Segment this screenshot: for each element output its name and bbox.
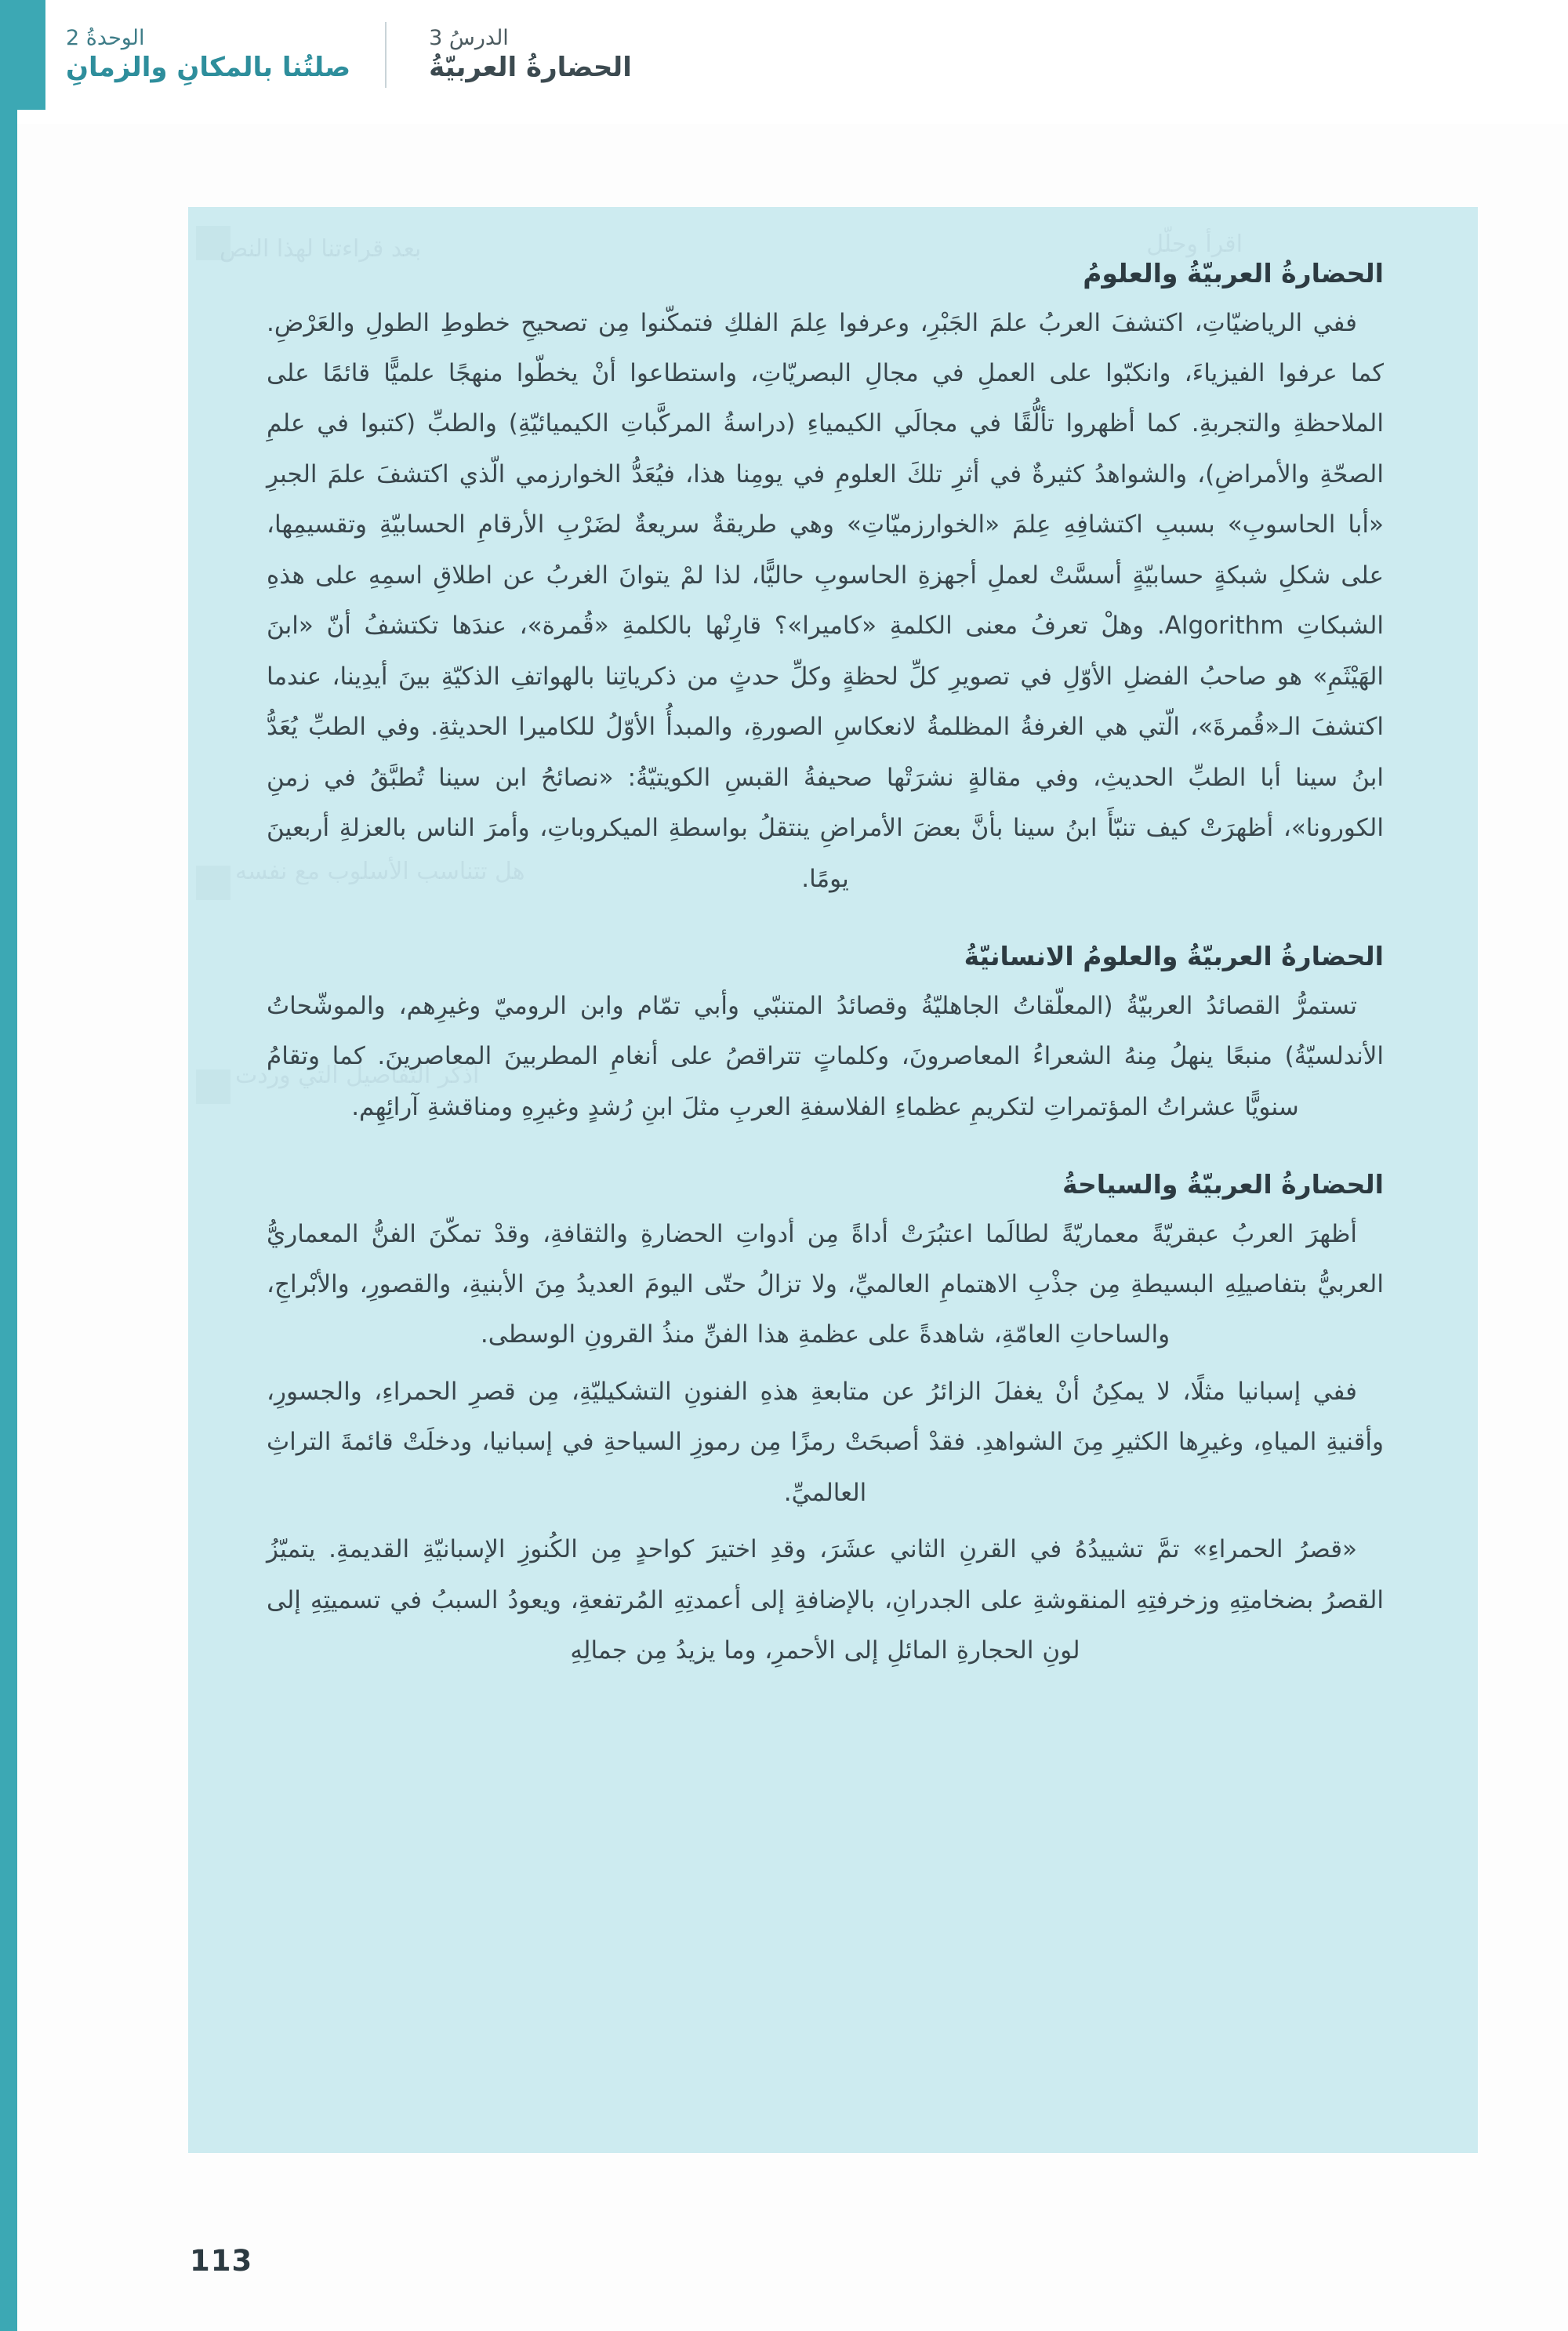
section-heading-sciences: الحضارةُ العربيّةُ والعلومُ — [1083, 258, 1384, 289]
section-paragraph: أظهرَ العربُ عبقريّةً معماريّةً لطالَما اعتبُرَتْ أداةً مِن أدواتِ الحضارةِ والثقافةِ، وقدْ تمكّنَ الفنُّ المعماريُّ العربيُّ بتفاصيلِهِ البسيطةِ مِن جذْبِ الاهتمامِ العالميِّ، ولا تزالُ حتّى اليومَ العديدُ مِنَ الأبنيةِ، والقصورِ، والأبْراجِ، والساحاتِ العامّةِ، شاهدةً على عظمةِ هذا الفنِّ منذُ القرونِ الوسطى. — [267, 1219, 1384, 1349]
section-paragraph: تستمرُّ القصائدُ العربيّةُ (المعلّقاتُ الجاهليّةُ وقصائدُ المتنبّي وأبي تمّام وابن الروميّ وغيرِهم، والموشّحاتُ الأندلسيّةُ) منبعًا ينهلُ مِنهُ الشعراءُ المعاصرونَ، وكلماتٍ تتراقصُ على أنغامِ المطربينَ المعاصرينَ. كما وتقامُ سنويًّا عشراتُ المؤتمراتِ لتكريمِ عظماءِ الفلاسفةِ العربِ مثلَ ابنِ رُشدٍ وغيرِهِ ومناقشةِ آرائِهِم. — [267, 991, 1384, 1121]
header-divider — [385, 22, 387, 88]
section-heading-tourism: الحضارةُ العربيّةُ والسياحةُ — [1062, 1169, 1384, 1200]
section-heading-humanities: الحضارةُ العربيّةُ والعلومُ الانسانيّةُ — [964, 941, 1384, 972]
left-edge-accent-bar — [0, 110, 17, 2331]
bleed-through-artifact: بعد قراءتنا لهذا النص — [220, 235, 422, 263]
article-body — [188, 207, 1478, 1730]
page-header — [0, 0, 1568, 124]
section-paragraph: «قصرُ الحمراءِ» تمَّ تشييدُهُ في القرنِ الثاني عشَرَ، وقدِ اختيرَ كواحدٍ مِن الكُنوزِ الإسبانيّةِ القديمةِ. يتميّزُ القصرُ بضخامتِهِ وزخرفتِهِ المنقوشةِ على الجدرانِ، بالإضافةِ إلى أعمدتِهِ المُرتفعةِ، ويعودُ السببُ في تسميتِهِ إلى لونِ الحجارةِ المائلِ إلى الأحمرِ، وما يزيدُ مِن جمالِهِ — [267, 1535, 1384, 1665]
unit-title: صلتُنا بالمكانِ والزمانِ — [66, 51, 351, 83]
bleed-through-artifact: اذكر التفاصيل التي وردت — [235, 1062, 480, 1089]
unit-number: الوحدةُ 2 — [66, 25, 145, 50]
unit-label-group — [45, 26, 379, 84]
section-paragraph: ففي الرياضيّاتِ، اكتشفَ العربُ علمَ الجَبْرِ، وعرفوا عِلمَ الفلكِ فتمكّنوا مِن تصحيحِ خطوطِ الطولِ والعَرْضِ. كما عرفوا الفيزياءَ، وانكبّوا على العملِ في مجالِ البصريّاتِ، واستطاعوا أنْ يخطّوا منهجًا علميًّا قائمًا على الملاحظةِ والتجربةِ. كما أظهروا تألُّقًا في مجالَي الكيمياءِ (دراسةُ المركَّباتِ الكيميائيّةِ) والطبِّ (كتبوا في علمِ الصحّةِ والأمراضِ)، والشواهدُ كثيرةٌ في أثرِ تلكَ العلومِ في يومِنا هذا، فيُعَدُّ الخوارزمي الّذي اكتشفَ علمَ الجبرِ «أبا الحاسوبِ» بسببِ اكتشافِهِ عِلمَ «الخوارزميّاتِ» وهي طريقةٌ سريعةٌ لضَرْبِ الأرقامِ الحسابيّةِ وتقسيمِها، على شكلِ شبكةٍ حسابيّةٍ أسسَّتْ لعملِ أجهزةِ الحاسوبِ حاليًّا، لذا لمْ يتوانَ الغربُ عن اطلاقِ اسمِهِ على هذهِ الشبكاتِ Algorithm. وهلْ تعرفُ معنى الكلمةِ «كاميرا»؟ قارِنْها بالكلمةِ «قُمرة»، عندَها تكتشفُ أنّ «ابنَ الهَيْثَمِ» هو صاحبُ الفضلِ الأوّلِ في تصويرِ كلِّ لحظةٍ وكلِّ حدثٍ من ذكرياتِنا بالهواتفِ الذكيّةِ بينَ أيدِينا، عندما اكتشفَ الـ«قُمرةَ»، الّتي هي الغرفةُ المظلمةُ لانعكاسِ الصورةِ، والمبدأُ الأوّلُ للكاميرا الحديثةِ. وفي الطبِّ يُعَدُّ ابنُ سينا أبا الطبِّ الحديثِ، وفي مقالةٍ نشرَتْها صحيفةُ القبسِ الكويتيّةُ: «نصائحُ ابن سينا تُطبَّقُ في زمنِ الكورونا»، أظهرَتْ كيف تنبّأَ ابنُ سينا بأنَّ بعضَ الأمراضِ ينتقلُ بواسطةِ الميكروباتِ، وأمرَ الناس بالعزلةِ أربعينَ يومًا. — [267, 308, 1384, 893]
header-accent-block — [0, 0, 45, 110]
section-paragraph: ففي إسبانيا مثلًا، لا يمكِنُ أنْ يغفلَ الزائرُ عن متابعةِ هذهِ الفنونِ التشكيليّةِ، مِن قصرِ الحمراءِ، والجسورِ، وأقنيةِ المياهِ، وغيرِها الكثيرِ مِنَ الشواهدِ. فقدْ أصبحَتْ رمزًا مِن رموزِ السياحةِ في إسبانيا، ودخلَتْ قائمةَ التراثِ العالميِّ. — [267, 1377, 1384, 1507]
header-content — [45, 0, 1568, 110]
page-number: 113 — [190, 2244, 253, 2278]
bleed-through-artifact: هل تتناسب الأسلوب مع نفسه — [235, 858, 525, 885]
lesson-content-panel — [188, 207, 1478, 2153]
lesson-number: الدرسُ 3 — [429, 25, 509, 50]
lesson-title: الحضارةُ العربيّةُ — [429, 51, 632, 83]
bleed-through-artifact: اقرأ وحلّل — [1146, 231, 1243, 258]
lesson-label-group — [393, 26, 668, 84]
